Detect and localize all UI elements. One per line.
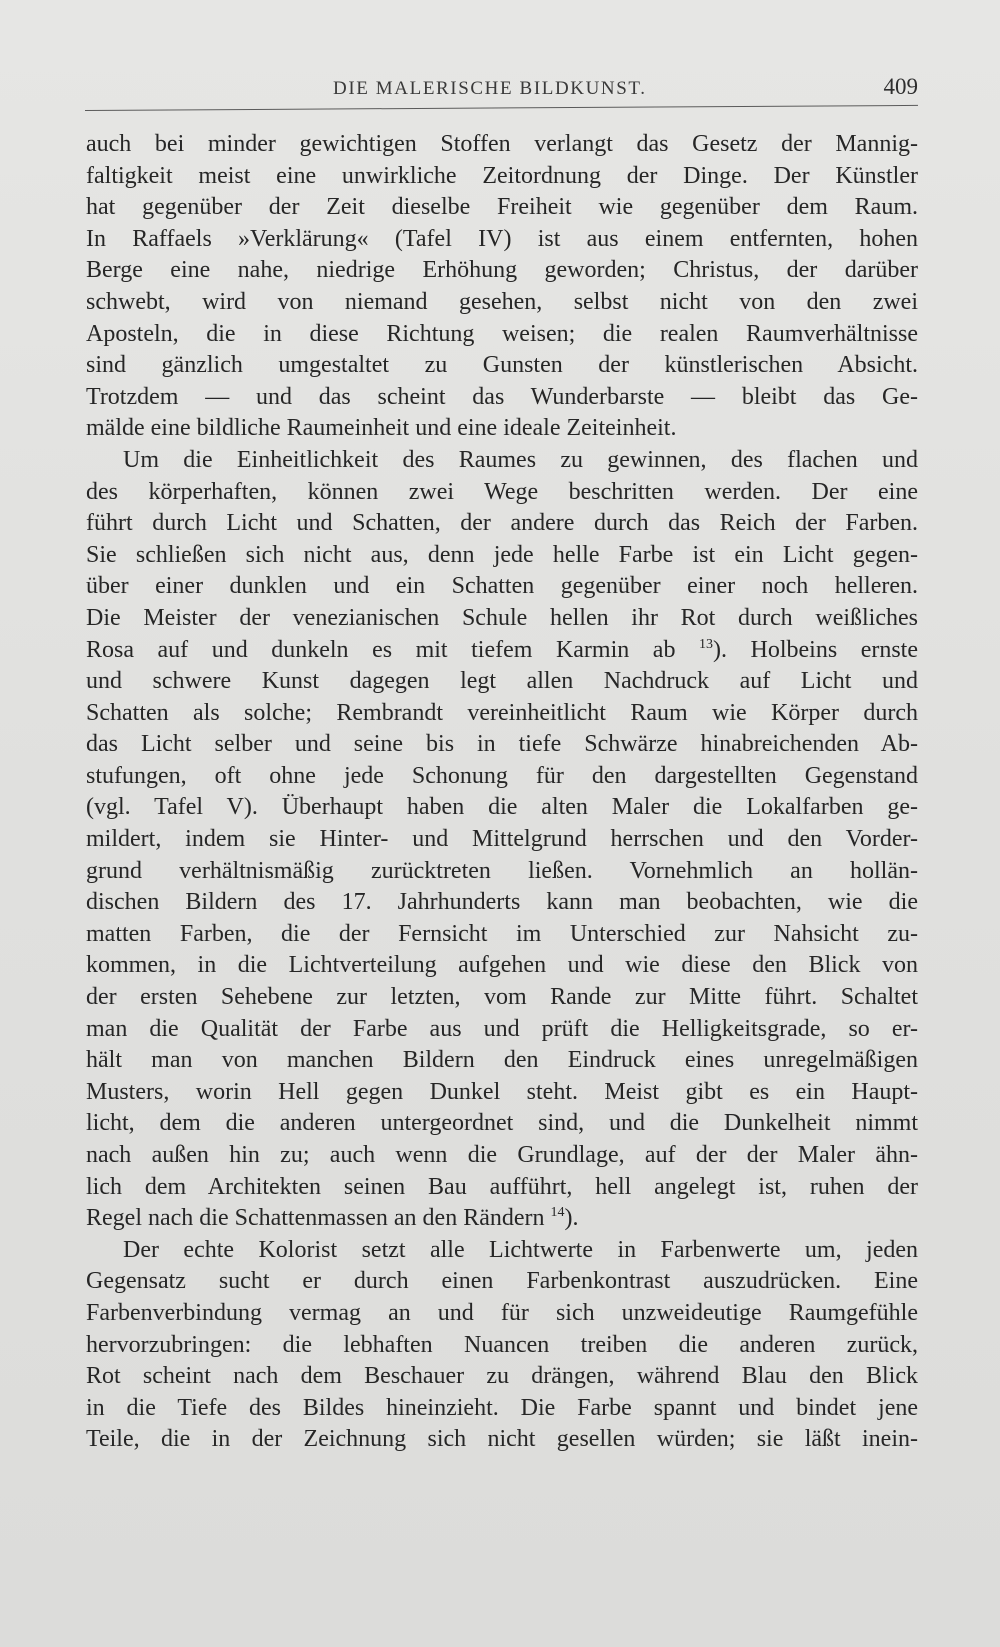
text-line: Rot scheint nach dem Beschauer zu drängen, während Blau den Blick (86, 1363, 918, 1390)
text-line: lich dem Architekten seinen Bau aufführt, hell angelegt ist, ruhen der (86, 1173, 918, 1200)
text-line: hat gegenüber der Zeit dieselbe Freiheit wie gegenüber dem Raum. (86, 194, 918, 221)
text-line: auch bei minder gewichtigen Stoffen verlangt das Gesetz der Mannig- (86, 131, 918, 157)
footnote-ref-13: 13 (698, 636, 713, 652)
text-line: man die Qualität der Farbe aus und prüft die Helligkeitsgrade, so er- (86, 1015, 918, 1042)
text-line: Aposteln, die in diese Richtung weisen; die realen Raumverhältnisse (86, 320, 918, 347)
text-line: mildert, indem sie Hinter- und Mittelgrund herrschen und den Vorder- (86, 826, 918, 853)
page-header (85, 70, 918, 110)
text-segment: Rosa auf und dunkeln es mit tiefem Karmin ab (86, 636, 676, 663)
text-line: Gegensatz sucht er durch einen Farbenkontrast auszudrücken. Eine (86, 1268, 918, 1295)
header-rule (85, 105, 918, 111)
text-line: schwebt, wird von niemand gesehen, selbst nicht von den zwei (86, 288, 918, 315)
body-text (86, 129, 918, 1456)
text-line: stufungen, oft ohne jede Schonung für den dargestellten Gegenstand (86, 762, 918, 789)
text-line: Die Meister der venezianischen Schule hellen ihr Rot durch weißliches (86, 604, 918, 631)
text-line-with-footnote (86, 635, 918, 667)
text-line: licht, dem die anderen untergeordnet sind, und die Dunkelheit nimmt (86, 1110, 918, 1137)
text-line: über einer dunklen und ein Schatten gegenüber einer noch helleren. (86, 573, 918, 600)
text-line: Teile, die in der Zeichnung sich nicht gesellen würden; sie läßt inein- (86, 1426, 918, 1453)
text-line: Berge eine nahe, niedrige Erhöhung geworden; Christus, der darüber (86, 257, 918, 284)
text-line: grund verhältnismäßig zurücktreten ließen. Vornehmlich an hollän- (86, 857, 918, 884)
text-line: kommen, in die Lichtverteilung aufgehen und wie diese den Blick von (86, 952, 918, 979)
text-line-with-footnote (86, 1203, 918, 1235)
paragraph-start-line: Der echte Kolorist setzt alle Lichtwerte in Farbenwerte um, jeden (123, 1236, 918, 1263)
running-title: DIE MALERISCHE BILDKUNST. (333, 78, 647, 99)
text-segment: Regel nach die Schattenmassen an den Rändern (86, 1205, 545, 1232)
text-segment: ). Holbeins ernste (712, 636, 918, 663)
text-line: Trotzdem — und das scheint das Wunderbarste — bleibt das Ge- (86, 383, 918, 410)
text-line: in die Tiefe des Bildes hineinzieht. Die Farbe spannt und bindet jene (86, 1394, 918, 1421)
text-line: nach außen hin zu; auch wenn die Grundlage, auf der der Maler ähn- (86, 1142, 918, 1168)
text-line: sind gänzlich umgestaltet zu Gunsten der künstlerischen Absicht. (86, 352, 918, 379)
text-line: dischen Bildern des 17. Jahrhunderts kann man beobachten, wie die (86, 889, 918, 916)
text-line: führt durch Licht und Schatten, der andere durch das Reich der Farben. (86, 510, 918, 537)
text-line: Farbenverbindung vermag an und für sich unzweideutige Raumgefühle (86, 1299, 918, 1326)
paragraph-start-line: Um die Einheitlichkeit des Raumes zu gewinnen, des flachen und (123, 446, 918, 473)
text-line: matten Farben, die der Fernsicht im Unterschied zur Nahsicht zu- (86, 920, 918, 947)
text-segment: ). (564, 1205, 579, 1232)
text-line: Schatten als solche; Rembrandt vereinheitlicht Raum wie Körper durch (86, 699, 918, 726)
text-line: Sie schließen sich nicht aus, denn jede helle Farbe ist ein Licht gegen- (86, 541, 918, 568)
text-line: hervorzubringen: die lebhaften Nuancen treiben die anderen zurück, (86, 1331, 918, 1358)
text-line: mälde eine bildliche Raumeinheit und eine ideale Zeiteinheit. (86, 415, 677, 442)
text-line: und schwere Kunst dagegen legt allen Nachdruck auf Licht und (86, 668, 918, 695)
text-line: hält man von manchen Bildern den Eindruck eines unregelmäßigen (86, 1047, 918, 1074)
text-line: das Licht selber und seine bis in tiefe Schwärze hinabreichenden Ab- (86, 731, 918, 758)
text-line: Musters, worin Hell gegen Dunkel steht. Meist gibt es ein Haupt- (86, 1078, 918, 1105)
text-line: (vgl. Tafel V). Überhaupt haben die alten Maler die Lokalfarben ge- (86, 794, 918, 821)
text-line: In Raffaels »Verklärung« (Tafel IV) ist aus einem entfernten, hohen (86, 225, 918, 252)
text-line: des körperhaften, können zwei Wege beschritten werden. Der eine (86, 478, 918, 505)
text-line: faltigkeit meist eine unwirkliche Zeitordnung der Dinge. Der Künstler (86, 162, 918, 189)
text-line: der ersten Sehebene zur letzten, vom Rande zur Mitte führt. Schaltet (86, 984, 918, 1011)
footnote-ref-14: 14 (550, 1205, 565, 1221)
page-number: 409 (883, 74, 918, 99)
